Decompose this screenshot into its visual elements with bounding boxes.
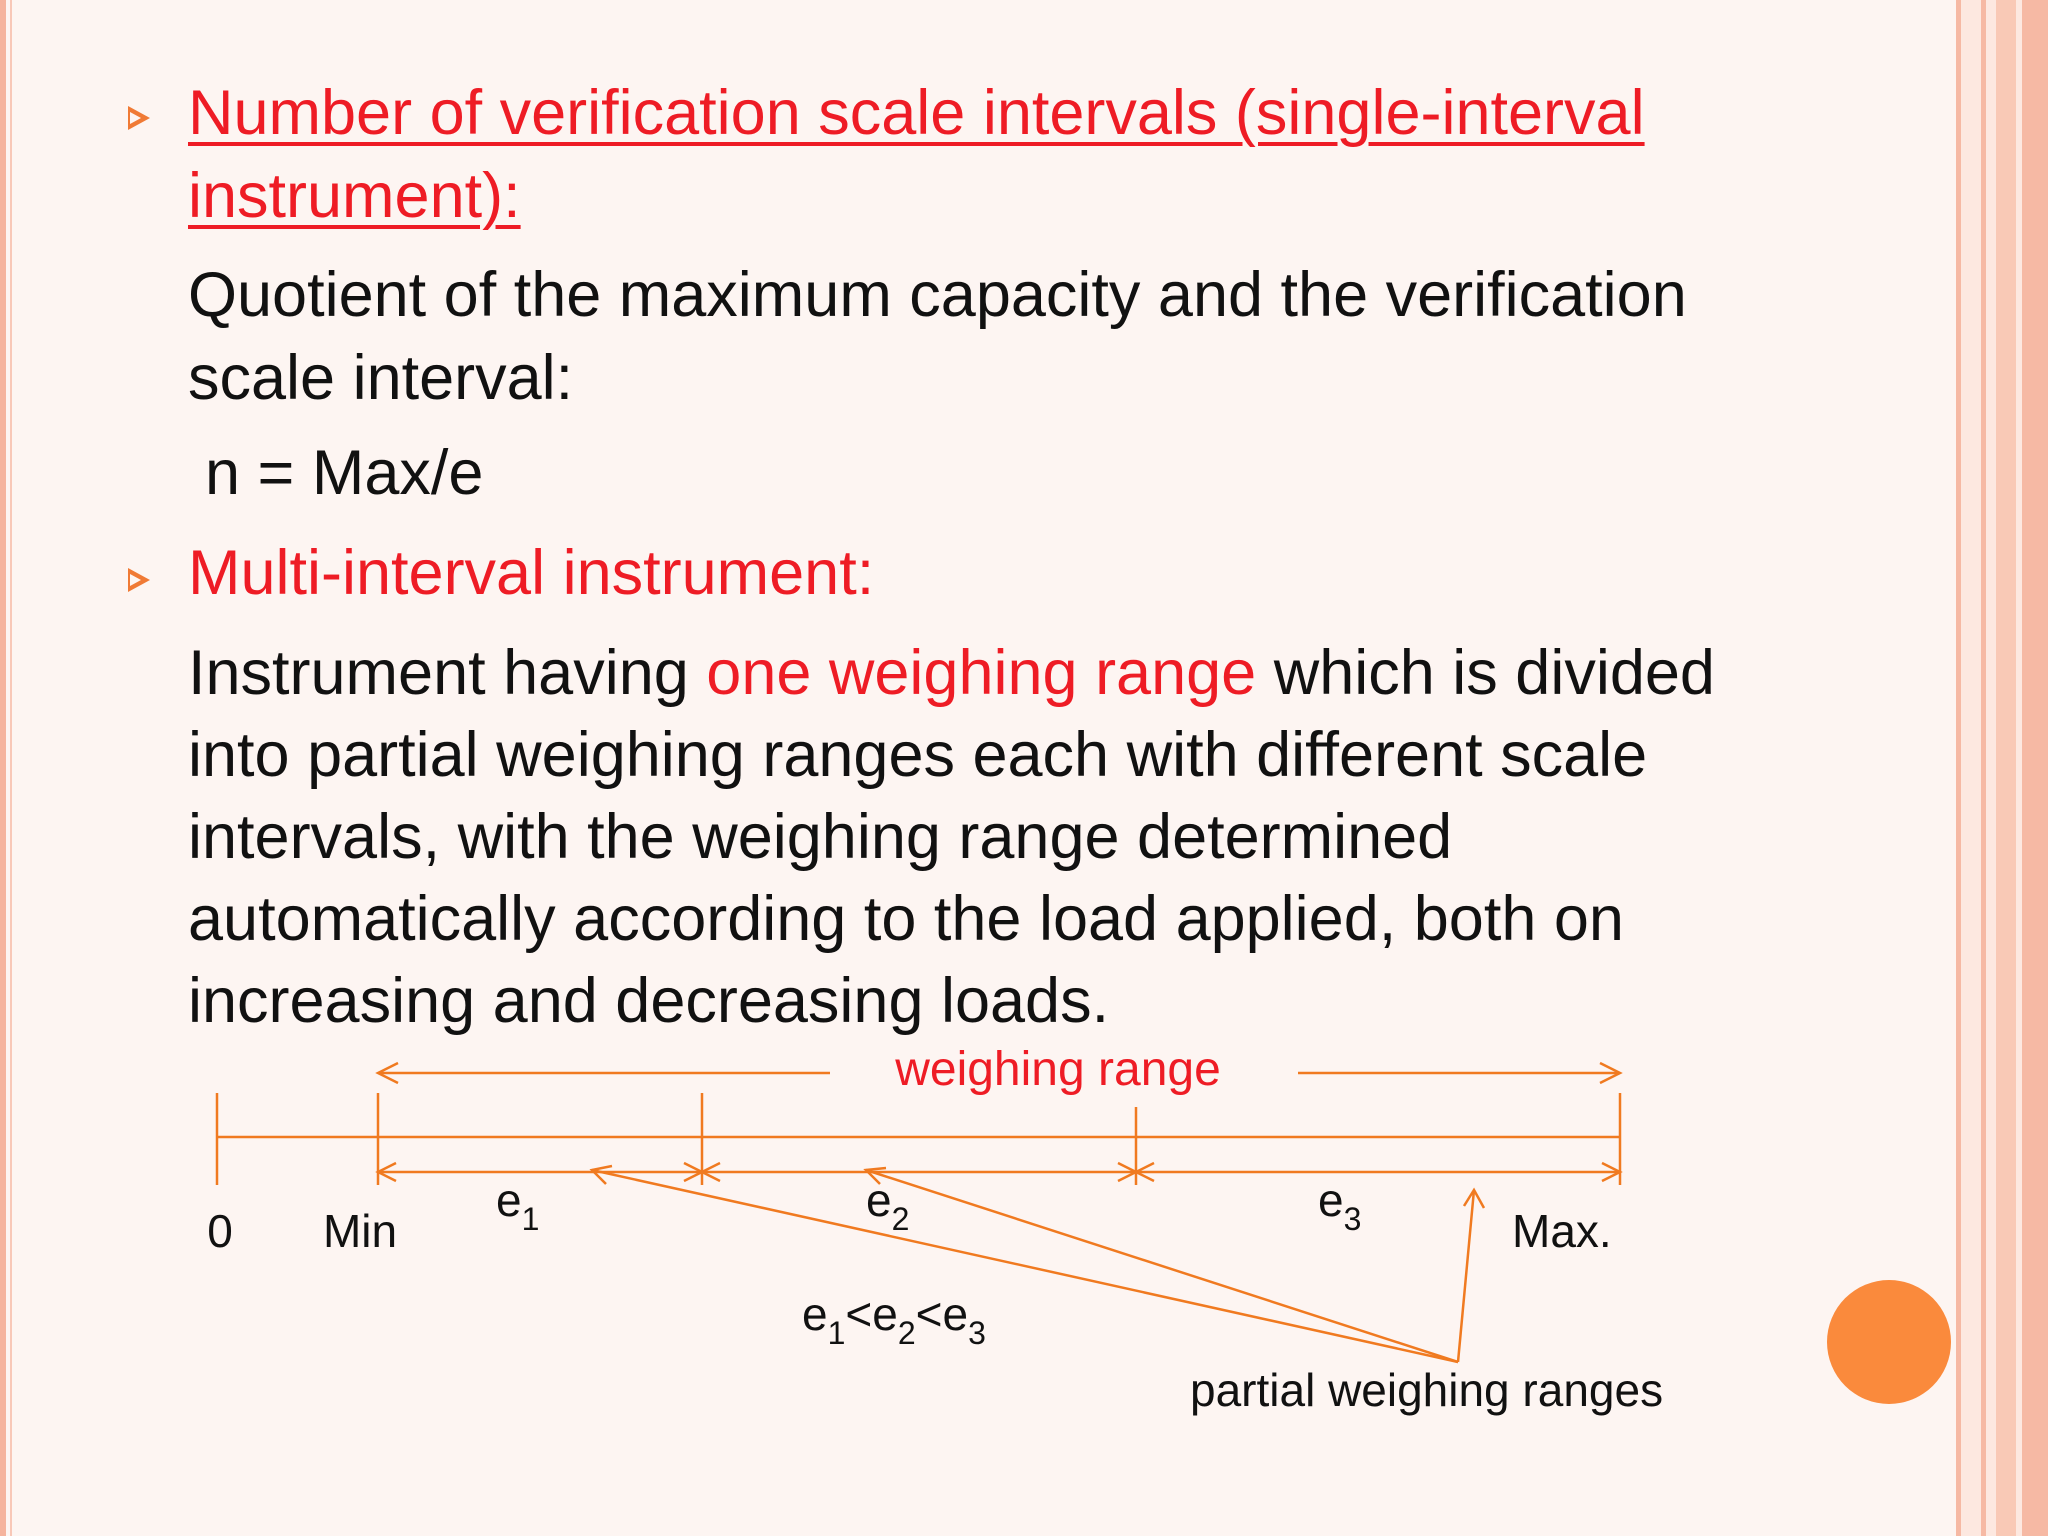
max-label: Max. xyxy=(1512,1205,1612,1257)
multi-definition-line5: increasing and decreasing loads. xyxy=(188,966,1110,1036)
rel-s2: 2 xyxy=(897,1315,916,1351)
highlight-one-weighing-range: one weighing range xyxy=(706,638,1257,708)
rel-lt: < xyxy=(845,1288,873,1340)
e3-sub: 3 xyxy=(1343,1201,1362,1237)
definition-line1: Quotient of the maximum capacity and the verification xyxy=(188,260,1687,330)
relation-label xyxy=(802,1288,986,1351)
multi-definition-line2: into partial weighing ranges each with different scale xyxy=(188,720,1648,790)
formula: n = Max/e xyxy=(205,438,484,508)
e2-base: e xyxy=(866,1174,892,1226)
e2-sub: 2 xyxy=(891,1201,910,1237)
e3-base: e xyxy=(1318,1174,1344,1226)
e1-base: e xyxy=(496,1174,522,1226)
zero-label: 0 xyxy=(207,1205,233,1257)
multi-definition-line4: automatically according to the load applied, both on xyxy=(188,884,1624,954)
heading-multi-interval: Multi-interval instrument: xyxy=(188,538,875,608)
min-label: Min xyxy=(322,1205,398,1257)
rel-s3: 3 xyxy=(968,1315,986,1351)
partial-weighing-ranges-label: partial weighing ranges xyxy=(1190,1364,1664,1416)
e2-label xyxy=(866,1174,909,1237)
definition-line2: scale interval: xyxy=(188,343,574,413)
e1-sub: 1 xyxy=(521,1201,540,1237)
rel-e: e xyxy=(942,1288,969,1340)
multi-definition-line3: intervals, with the weighing range determined xyxy=(188,802,1453,872)
e3-label xyxy=(1318,1174,1361,1237)
text-span: Instrument having xyxy=(188,638,707,708)
rel-s1: 1 xyxy=(827,1315,846,1351)
rel-e: e xyxy=(802,1288,828,1340)
heading-single-interval-line1: Number of verification scale intervals (single-interval xyxy=(188,78,1645,148)
heading-single-interval-line2: instrument): xyxy=(188,161,521,231)
rel-lt: < xyxy=(915,1288,943,1340)
text-span: which is divided xyxy=(1256,638,1715,708)
e1-label xyxy=(496,1174,539,1237)
rel-e: e xyxy=(872,1288,898,1340)
pointer-line-e3 xyxy=(1458,1190,1474,1362)
weighing-range-label: weighing range xyxy=(895,1043,1221,1096)
